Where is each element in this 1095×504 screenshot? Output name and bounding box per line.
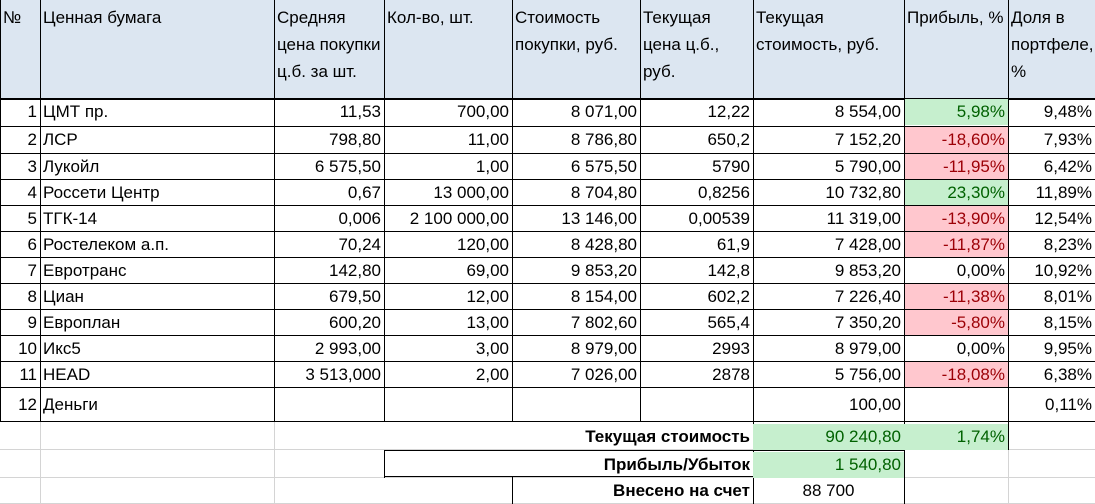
cell-profit-pct[interactable]: -13,90% (904, 206, 1008, 232)
cell-avg-price[interactable]: 142,80 (329, 261, 381, 280)
cell-avg-price[interactable]: 2 993,00 (314, 339, 381, 358)
cell-no[interactable]: 9 (27, 313, 37, 332)
cell-profit-pct[interactable]: -11,87% (904, 232, 1008, 258)
column-divider (640, 0, 641, 422)
cell-qty[interactable]: 1,00 (475, 157, 509, 176)
cell-qty[interactable] (384, 388, 512, 422)
cell-cost[interactable]: 9 853,20 (570, 261, 637, 280)
cell-security[interactable]: Циан (43, 287, 84, 306)
column-divider (384, 0, 385, 422)
cell-no[interactable]: 1 (27, 102, 37, 121)
cell-current-value[interactable]: 5 756,00 (834, 365, 901, 384)
grid-col-line (274, 422, 275, 504)
cell-current-price[interactable]: 565,4 (707, 313, 750, 332)
cell-security[interactable]: Россети Центр (43, 183, 160, 202)
cell-current-price[interactable] (640, 388, 753, 422)
column-divider (904, 0, 905, 422)
cell-current-price[interactable]: 5790 (712, 157, 750, 176)
cell-profit-pct[interactable]: -11,38% (904, 284, 1008, 310)
summary-current-value[interactable]: 90 240,80 (753, 424, 904, 450)
cell-profit-pct[interactable]: -18,60% (904, 127, 1008, 153)
column-divider (40, 0, 41, 422)
header-qty[interactable]: Кол-во, шт. (387, 8, 474, 27)
cell-no[interactable]: 3 (27, 157, 37, 176)
cell-avg-price[interactable]: 679,50 (329, 287, 381, 306)
cell-avg-price[interactable]: 600,20 (329, 313, 381, 332)
cell-cost[interactable]: 8 786,80 (570, 130, 637, 149)
cell-qty[interactable]: 3,00 (475, 339, 509, 358)
summary-current-value-pct[interactable]: 1,74% (904, 424, 1008, 450)
cell-share-pct[interactable]: 9,48% (1043, 102, 1092, 121)
summary-border (384, 450, 904, 451)
column-divider (512, 0, 513, 422)
cell-profit-pct[interactable]: -11,95% (904, 154, 1008, 180)
cell-share-pct[interactable]: 8,01% (1043, 287, 1092, 306)
cell-current-value[interactable]: 10 732,80 (825, 183, 901, 202)
summary-current-value-label[interactable]: Текущая стоимость (585, 427, 750, 446)
cell-cost[interactable]: 8 154,00 (570, 287, 637, 306)
cell-current-price[interactable]: 0,8256 (698, 183, 750, 202)
cell-avg-price[interactable]: 0,67 (347, 183, 381, 202)
cell-no[interactable]: 11 (19, 365, 37, 384)
cell-current-value[interactable]: 7 350,20 (834, 313, 901, 332)
cell-current-value[interactable]: 11 319,00 (826, 209, 901, 228)
row-divider (0, 126, 1095, 127)
cell-share-pct[interactable]: 8,15% (1043, 313, 1092, 332)
cell-cost[interactable]: 7 802,60 (570, 313, 637, 332)
cell-security[interactable]: ТГК-14 (43, 209, 98, 228)
header-profit-pct[interactable]: Прибыль, % (907, 8, 1004, 27)
cell-qty[interactable]: 12,00 (466, 287, 509, 306)
cell-no[interactable]: 2 (27, 130, 37, 149)
summary-border (1008, 422, 1009, 450)
cell-share-pct[interactable]: 11,89% (1035, 183, 1092, 202)
cell-security[interactable]: Икс5 (43, 339, 81, 358)
summary-pnl-label[interactable]: Прибыль/Убыток (603, 455, 750, 474)
cell-cost[interactable]: 13 146,00 (561, 209, 637, 228)
cell-share-pct[interactable]: 10,92% (1034, 261, 1092, 280)
cell-share-pct[interactable]: 7,93% (1043, 130, 1092, 149)
cell-profit-pct[interactable]: 23,30% (904, 180, 1008, 206)
cell-avg-price[interactable]: 3 513,000 (305, 365, 381, 384)
cell-security[interactable]: Евротранс (43, 261, 127, 280)
cell-share-pct[interactable]: 6,38% (1043, 365, 1092, 384)
header-share-pct[interactable]: Доля в портфеле, % (1011, 8, 1094, 81)
cell-share-pct[interactable]: 8,23% (1043, 235, 1092, 254)
cell-profit-pct[interactable]: 0,00% (956, 261, 1005, 280)
header-current-price[interactable]: Текущая цена ц.б., руб. (643, 8, 720, 81)
cell-avg-price[interactable]: 11,53 (339, 102, 381, 121)
cell-qty[interactable]: 69,00 (466, 261, 509, 280)
row-divider (0, 231, 1095, 232)
row-divider (0, 153, 1095, 154)
cell-cost[interactable]: 8 704,80 (570, 183, 637, 202)
cell-share-pct[interactable]: 0,11% (1045, 395, 1092, 414)
cell-qty[interactable]: 2,00 (475, 365, 509, 384)
cell-cost[interactable]: 6 575,50 (570, 157, 637, 176)
cell-current-value[interactable]: 100,00 (849, 395, 901, 414)
row-divider (0, 387, 1095, 388)
cell-profit-pct[interactable]: 5,98% (904, 99, 1008, 125)
summary-deposited-label[interactable]: Внесено на счет (613, 481, 750, 500)
cell-security[interactable]: Европлан (43, 313, 121, 332)
column-divider (0, 0, 1, 422)
cell-profit-pct[interactable]: -5,80% (904, 310, 1008, 336)
cell-security[interactable]: ЦМТ пр. (43, 102, 109, 121)
cell-avg-price[interactable]: 70,24 (338, 235, 381, 254)
row-divider (0, 309, 1095, 310)
cell-profit-pct[interactable] (904, 388, 1008, 422)
row-divider (0, 335, 1095, 336)
cell-current-value[interactable]: 7 226,40 (834, 287, 901, 306)
cell-current-price[interactable]: 650,2 (707, 130, 750, 149)
cell-no[interactable]: 4 (27, 183, 37, 202)
row-divider (0, 179, 1095, 180)
cell-share-pct[interactable]: 12,54% (1034, 209, 1092, 228)
cell-cost[interactable]: 8 979,00 (570, 339, 637, 358)
cell-qty[interactable]: 13 000,00 (433, 183, 509, 202)
cell-current-price[interactable]: 2993 (712, 339, 750, 358)
cell-current-value[interactable]: 7 152,20 (834, 130, 901, 149)
header-current-value[interactable]: Текущая стоимость, руб. (756, 8, 880, 54)
cell-current-price[interactable]: 142,8 (707, 261, 750, 280)
cell-avg-price[interactable] (274, 388, 384, 422)
cell-security[interactable]: Деньги (43, 395, 98, 414)
cell-qty[interactable]: 11,00 (467, 130, 509, 149)
cell-current-value[interactable]: 8 554,00 (834, 102, 901, 121)
cell-current-value[interactable]: 8 979,00 (834, 339, 901, 358)
row-divider (0, 257, 1095, 258)
cell-cost[interactable]: 8 071,00 (570, 102, 637, 121)
row-divider (0, 421, 1095, 422)
cell-security[interactable]: HEAD (43, 365, 91, 384)
row-divider (0, 205, 1095, 206)
column-divider (1008, 0, 1009, 422)
cell-no[interactable]: 8 (27, 287, 37, 306)
cell-current-price[interactable]: 0,00539 (688, 209, 750, 228)
grid-col-line (40, 422, 41, 504)
cell-cost[interactable]: 7 026,00 (570, 365, 637, 384)
cell-qty[interactable]: 13,00 (466, 313, 509, 332)
cell-current-price[interactable]: 602,2 (707, 287, 750, 306)
cell-current-price[interactable]: 2878 (712, 365, 750, 384)
cell-share-pct[interactable]: 9,95% (1043, 339, 1092, 358)
cell-cost[interactable] (512, 388, 640, 422)
cell-current-price[interactable]: 12,22 (707, 102, 750, 121)
cell-no[interactable]: 10 (18, 339, 37, 358)
cell-avg-price[interactable]: 6 575,50 (314, 157, 381, 176)
summary-pnl-value[interactable]: 1 540,80 (753, 452, 904, 478)
cell-no[interactable]: 7 (27, 261, 37, 280)
summary-deposited-value[interactable]: 88 700 (802, 481, 855, 500)
cell-no[interactable]: 5 (27, 209, 37, 228)
header-cost[interactable]: Стоимость покупки, руб. (515, 8, 618, 54)
cell-current-value[interactable]: 9 853,20 (834, 261, 901, 280)
column-divider (274, 0, 275, 422)
row-divider (0, 361, 1095, 362)
cell-qty[interactable]: 120,00 (457, 235, 509, 254)
cell-security[interactable]: ЛСР (43, 130, 78, 149)
header-avg-price[interactable]: Средняя цена покупки ц.б. за шт. (277, 8, 381, 81)
cell-profit-pct[interactable]: -18,08% (904, 362, 1008, 388)
cell-avg-price[interactable]: 0,006 (338, 209, 381, 228)
cell-avg-price[interactable]: 798,80 (329, 130, 381, 149)
cell-no[interactable]: 12 (18, 395, 37, 414)
row-divider (0, 283, 1095, 284)
cell-qty[interactable]: 700,00 (457, 102, 509, 121)
cell-share-pct[interactable]: 6,42% (1043, 157, 1092, 176)
cell-cost[interactable]: 8 428,80 (570, 235, 637, 254)
cell-security[interactable]: Ростелеком а.п. (43, 235, 170, 254)
column-divider (753, 0, 754, 422)
header-no[interactable]: № (3, 8, 22, 27)
header-security[interactable]: Ценная бумага (43, 8, 162, 27)
cell-security[interactable]: Лукойл (43, 157, 100, 176)
cell-profit-pct[interactable]: 0,00% (956, 339, 1005, 358)
cell-current-value[interactable]: 7 428,00 (834, 235, 901, 254)
cell-current-value[interactable]: 5 790,00 (834, 157, 901, 176)
cell-current-price[interactable]: 61,9 (716, 235, 750, 254)
cell-no[interactable]: 6 (27, 235, 37, 254)
cell-qty[interactable]: 2 100 000,00 (409, 209, 509, 228)
